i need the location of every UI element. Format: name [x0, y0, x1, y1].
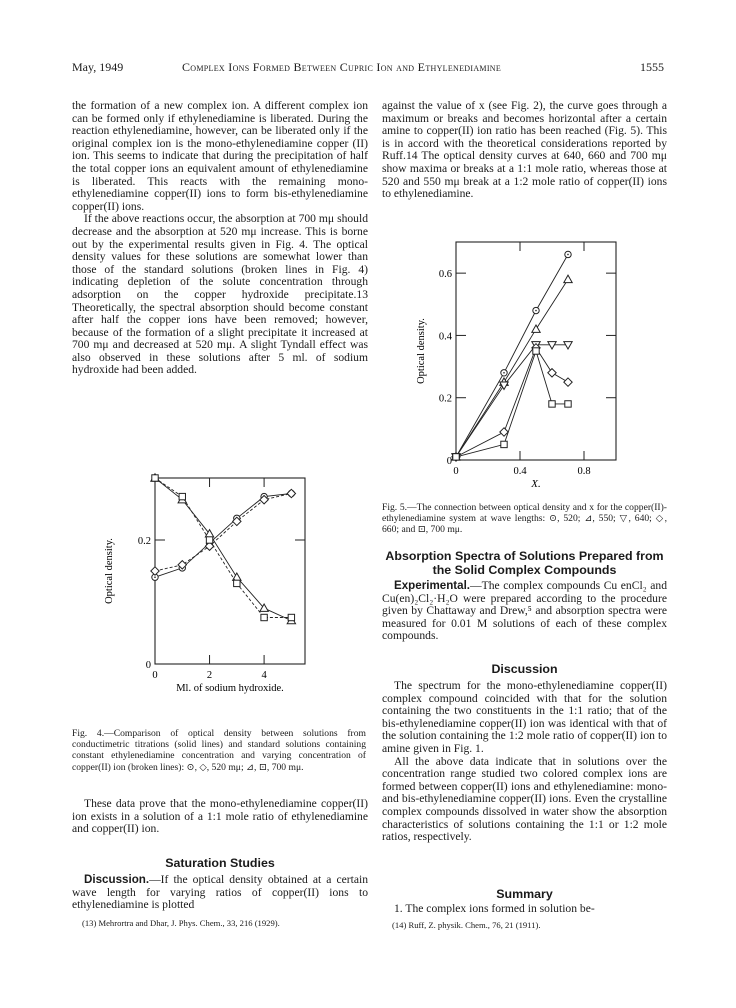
footnote-13: (13) Mehrortra and Dhar, J. Phys. Chem., 33, 216 (1929). — [82, 918, 280, 928]
series-line-square — [155, 478, 291, 618]
x-tick-label: 0 — [453, 466, 459, 477]
data-point-diamond — [548, 369, 556, 377]
right-column-summary — [382, 903, 667, 916]
x-axis-label: Ml. of sodium hydroxide. — [176, 683, 284, 694]
data-point-diamond — [287, 489, 295, 497]
right-column-discussion — [382, 680, 667, 844]
paragraph: The spectrum for the mono-ethylenediamine copper(II) complex compound coincided with that for the solution containing the two constituents in the 1:1 ratio; that of the bis-ethylenediamine copper(II) ion was identical with that of the solution containing the 1:2 mole ratio of copper(II) ion to amine given in Fig. 1. — [382, 679, 667, 755]
series-line-triangle — [155, 478, 291, 621]
header-title: Complex Ions Formed Between Cupric Ion and Ethylenediamine — [182, 60, 502, 74]
page-number: 1555 — [640, 60, 664, 74]
paragraph: against the value of x (see Fig. 2), the curve goes through a maximum or breaks and becomes horizontal after a certain amine to copper(II) ion ratio has been reached (Fig. 5). This is in accord with the theoretical considerations reported by Ruff.14 The optical density curves at 640, 660 and 700 mμ show maxima or breaks at a 1:1 mole ratio, whereas those at 520 and 550 mμ break at a 1:2 mole ratio of copper(II) ions to ethylenediamine. — [382, 99, 667, 201]
data-point-triangle-down — [564, 342, 572, 349]
right-column-experimental — [382, 580, 667, 643]
x-tick-label: 0 — [152, 670, 158, 681]
header-date: May, 1949 — [72, 60, 124, 74]
left-column — [72, 100, 368, 377]
run-in-heading: Discussion. — [84, 873, 150, 886]
data-point-square — [179, 493, 185, 499]
data-point-square — [288, 614, 294, 620]
right-column — [382, 100, 667, 201]
data-point-triangle — [564, 275, 572, 282]
y-axis-label: Optical density. — [416, 318, 427, 384]
y-tick-label: 0.6 — [438, 269, 452, 281]
series-line-circle — [155, 494, 291, 578]
run-in-heading: Experimental. — [394, 579, 471, 592]
x-tick-label: 0.4 — [513, 466, 527, 477]
series-line-diamond — [155, 494, 291, 572]
data-point-square — [206, 537, 212, 543]
data-point-triangle-down — [548, 342, 556, 349]
data-point-square — [565, 401, 571, 407]
series-line-circle — [456, 255, 568, 457]
data-point-square — [234, 580, 240, 586]
section-heading-summary: Summary — [496, 887, 553, 901]
fig5-chart — [412, 232, 652, 500]
plot-frame — [155, 478, 305, 664]
section-heading-discussion: Discussion — [491, 662, 558, 676]
data-point-square — [549, 401, 555, 407]
y-tick-label: 0.2 — [137, 536, 151, 547]
x-tick-label: 4 — [261, 670, 267, 681]
data-point-square — [533, 348, 539, 354]
left-column-lower — [72, 798, 368, 836]
data-point-circle-dot — [154, 576, 156, 578]
footnote-14: (14) Ruff, Z. physik. Chem., 76, 21 (1911). — [392, 920, 541, 930]
paragraph: 1. The complex ions formed in solution be- — [394, 902, 595, 915]
section-heading-absorption: Absorption Spectra of Solutions Prepared from the Solid Complex Compounds — [385, 549, 664, 577]
paragraph: the formation of a new complex ion. A different complex ion can be formed only if ethylenediamine is liberated. During the reaction ethylenediamine, however, can be liberated only if the original complex ion is the mono-ethylenediamine copper (II) ion. This seems to indicate that during the precipitation of half the total copper ions an equivalent amount of ethylenediamine is liberated. This reacts with the remaining mono-ethylenediamine copper(II) ions to form bis-ethylenediamine copper(II) ions. — [72, 99, 368, 213]
x-tick-label: 0.8 — [577, 466, 591, 477]
y-tick-label: 0.4 — [438, 331, 452, 343]
paragraph: All the above data indicate that in solutions over the concentration range studied two colored complex ions are formed between copper(II) ions and ethylenediamine: mono- and bis-ethylenediamine copper(II) ions. Even the crystalline complex compounds dissolved in water show the absorption characteristics of solutions containing the 1:1 or 1:2 mole ratios, respectively. — [382, 754, 667, 844]
data-point-circle-dot — [567, 254, 569, 256]
data-point-circle-dot — [503, 372, 505, 374]
fig5-caption: Fig. 5.—The connection between optical density and x for the copper(II)-ethylenediamine system at wave lengths: ⊙, 520; ⊿, 550; ▽, 640; ◇, 660; and ⊡, 700 mμ. — [382, 502, 667, 536]
paragraph: —If the optical density obtained at a certain wave length for varying ratios of copper(II) ions to ethylenediamine is plotted — [72, 873, 368, 912]
data-point-diamond — [564, 378, 572, 386]
data-point-triangle — [532, 325, 540, 332]
paragraph: These data prove that the mono-ethylenediamine copper(II) ion exists in a solution of a 1:1 mole ratio of ethylenediamine and copper(II) ion. — [72, 797, 368, 836]
left-column-discussion — [72, 874, 368, 912]
fig4-chart — [100, 470, 350, 700]
data-point-square — [501, 441, 507, 447]
y-axis-label: Optical density. — [104, 538, 115, 604]
data-point-diamond — [151, 567, 159, 575]
x-tick-label: 2 — [206, 670, 213, 681]
data-point-square — [261, 614, 267, 620]
data-point-square — [152, 475, 158, 481]
data-point-square — [453, 454, 459, 460]
paragraph: If the above reactions occur, the absorption at 700 mμ should decrease and the absorption at 520 mμ increase. This is borne out by the experimental results given in Fig. 4. The optical density values for these solutions are somewhat lower than those of the standard solutions (broken lines in Fig. 4) indicating depletion of the solute concentration through adsorption on the copper hydroxide precipitate.13 Theoretically, the spectral absorption should become constant after half the copper ions have been removed; however, because of the formation of a slight precipitate it increased at 700 mμ and decreased at 520 mμ. A slight Tyndall effect was also observed in these solutions after 5 ml. of sodium hydroxide had been added. — [72, 212, 368, 377]
section-heading-saturation: Saturation Studies — [165, 856, 275, 870]
y-tick-label: 0 — [145, 660, 151, 671]
paragraph: —The complex compounds Cu enCl₂ and Cu(en)₂Cl₂·H₂O were prepared according to the procedure given by Chattaway and Drew,⁵ and absorption spectra were measured for 0.01 M solutions of each of these complex compounds. — [382, 579, 667, 643]
series-line-triangle — [456, 279, 568, 457]
y-tick-label: 0.2 — [438, 393, 452, 405]
data-point-circle-dot — [535, 310, 537, 312]
x-axis-label: X. — [531, 478, 541, 490]
fig4-caption: Fig. 4.—Comparison of optical density between solutions from conductimetric titrations (solid lines) and standard solutions containing constant ethylenediamine concentration and varying concentration of copper(II) ion (broken lines): ⊙, ◇, 520 mμ; ⊿, ⊡, 700 mμ. — [72, 728, 366, 773]
y-tick-label: 0 — [446, 456, 452, 467]
